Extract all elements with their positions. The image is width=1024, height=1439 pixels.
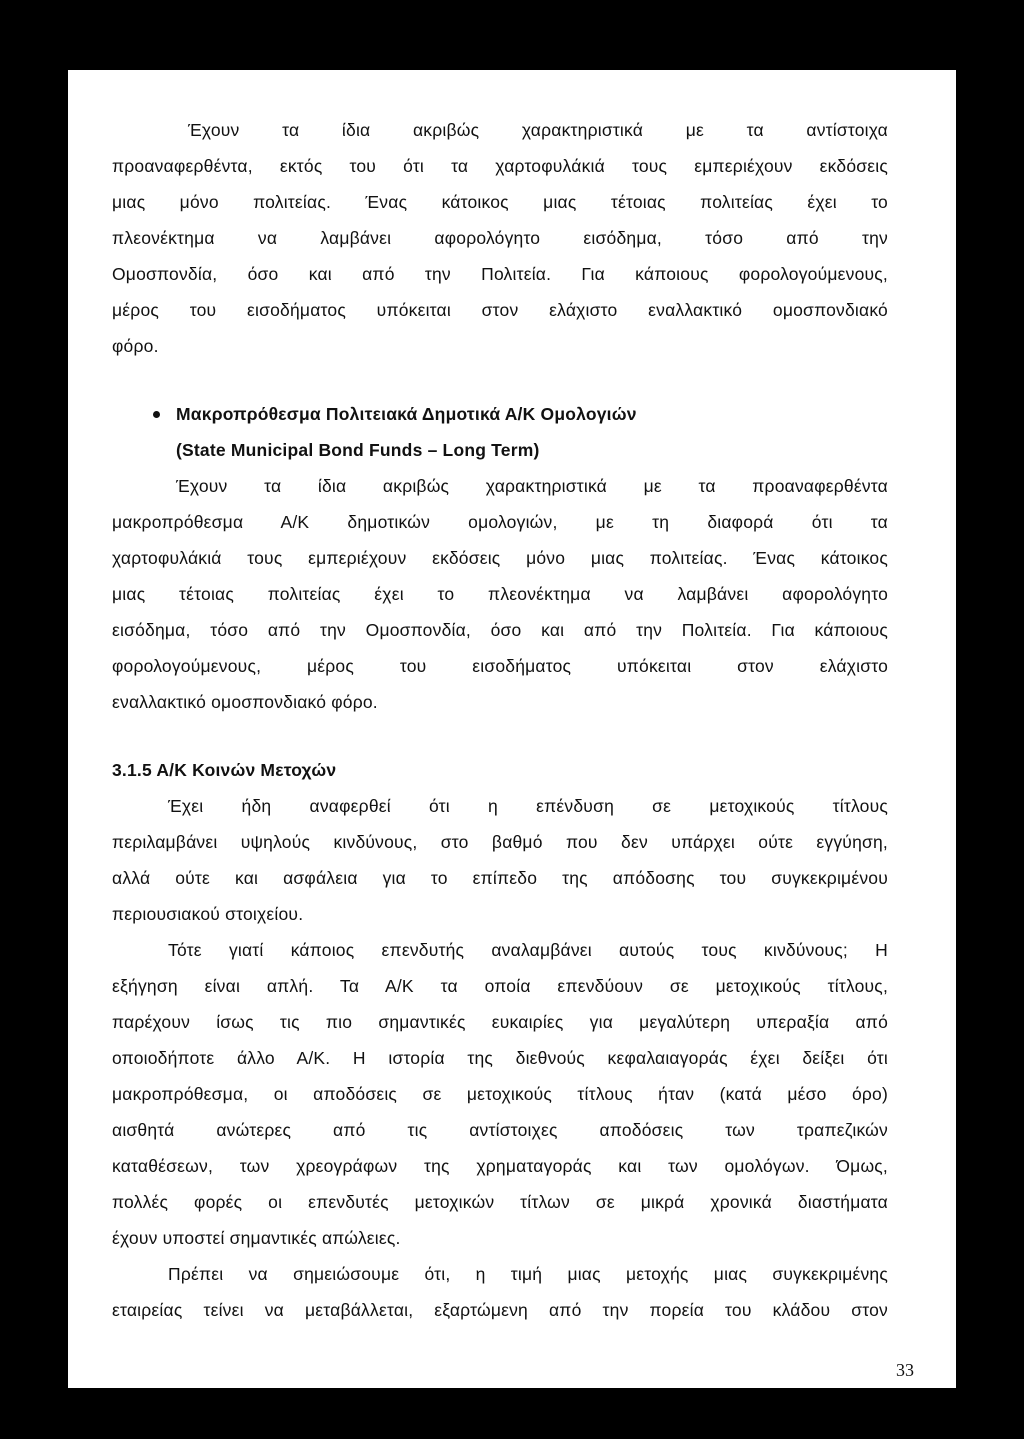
text-line: εταιρείας τείνει να μεταβάλλεται, εξαρτώμενη από την πορεία του κλάδου στον [112, 1300, 888, 1320]
text-line: οποιοδήποτε άλλο Α/Κ. Η ιστορία της διεθνούς κεφαλαιαγοράς έχει δείξει ότι [112, 1048, 888, 1068]
text-line: Έχει ήδη αναφερθεί ότι η επένδυση σε μετοχικούς τίτλους [168, 796, 888, 816]
bullet-subheading: (State Municipal Bond Funds – Long Term) [176, 440, 540, 460]
text-line: πλεονέκτημα να λαμβάνει αφορολόγητο εισόδημα, τόσο από την [112, 228, 888, 248]
text-line: μιας μόνο πολιτείας. Ένας κάτοικος μιας τέτοιας πολιτείας έχει το [112, 192, 888, 212]
text-line: πολλές φορές οι επενδυτές μετοχικών τίτλων σε μικρά χρονικά διαστήματα [112, 1192, 888, 1212]
text-line: αλλά ούτε και ασφάλεια για το επίπεδο της απόδοσης του συγκεκριμένου [112, 868, 888, 888]
bullet-icon [153, 411, 160, 418]
text-line: αισθητά ανώτερες από τις αντίστοιχες αποδόσεις των τραπεζικών [112, 1120, 888, 1140]
text-line: μιας τέτοιας πολιτείας έχει το πλεονέκτημα να λαμβάνει αφορολόγητο [112, 584, 888, 604]
text-line: έχουν υποστεί σημαντικές απώλειες. [112, 1228, 401, 1248]
text-line: εξήγηση είναι απλή. Τα Α/Κ τα οποία επενδύουν σε μετοχικούς τίτλους, [112, 976, 888, 996]
text-line: φορολογούμενους, μέρος του εισοδήματος υπόκειται στον ελάχιστο [112, 656, 888, 676]
text-line: Έχουν τα ίδια ακριβώς χαρακτηριστικά με τα προαναφερθέντα [176, 476, 888, 496]
text-line: εισόδημα, τόσο από την Ομοσπονδία, όσο και από την Πολιτεία. Για κάποιους [112, 620, 888, 640]
text-line: Ομοσπονδία, όσο και από την Πολιτεία. Για κάποιους φορολογούμενους, [112, 264, 888, 284]
text-line: καταθέσεων, των χρεογράφων της χρηματαγοράς και των ομολόγων. Όμως, [112, 1156, 888, 1176]
text-line: περιουσιακού στοιχείου. [112, 904, 304, 924]
text-line: Τότε γιατί κάποιος επενδυτής αναλαμβάνει αυτούς τους κινδύνους; Η [168, 940, 888, 960]
text-line: μέρος του εισοδήματος υπόκειται στον ελάχιστο εναλλακτικό ομοσπονδιακό [112, 300, 888, 320]
text-line: παρέχουν ίσως τις πιο σημαντικές ευκαιρίες για μεγαλύτερη υπεραξία από [112, 1012, 888, 1032]
text-line: χαρτοφυλάκιά τους εμπεριέχουν εκδόσεις μόνο μιας πολιτείας. Ένας κάτοικος [112, 548, 888, 568]
text-line: περιλαμβάνει υψηλούς κινδύνους, στο βαθμό που δεν υπάρχει ούτε εγγύηση, [112, 832, 888, 852]
text-line: φόρο. [112, 336, 159, 356]
text-line: εναλλακτικό ομοσπονδιακό φόρο. [112, 692, 378, 712]
text-line: Πρέπει να σημειώσουμε ότι, η τιμή μιας μετοχής μιας συγκεκριμένης [168, 1264, 888, 1284]
document-page [68, 70, 956, 1388]
text-line: μακροπρόθεσμα, οι αποδόσεις σε μετοχικούς τίτλους ήταν (κατά μέσο όρο) [112, 1084, 888, 1104]
bullet-heading: Μακροπρόθεσμα Πολιτειακά Δημοτικά Α/Κ Ομολογιών [176, 404, 637, 424]
text-line: Έχουν τα ίδια ακριβώς χαρακτηριστικά με τα αντίστοιχα [188, 120, 888, 140]
section-heading: 3.1.5 Α/Κ Κοινών Μετοχών [112, 760, 337, 780]
page-number: 33 [896, 1360, 914, 1380]
text-line: μακροπρόθεσμα Α/Κ δημοτικών ομολογιών, με τη διαφορά ότι τα [112, 512, 888, 532]
text-line: προαναφερθέντα, εκτός του ότι τα χαρτοφυλάκιά τους εμπεριέχουν εκδόσεις [112, 156, 888, 176]
